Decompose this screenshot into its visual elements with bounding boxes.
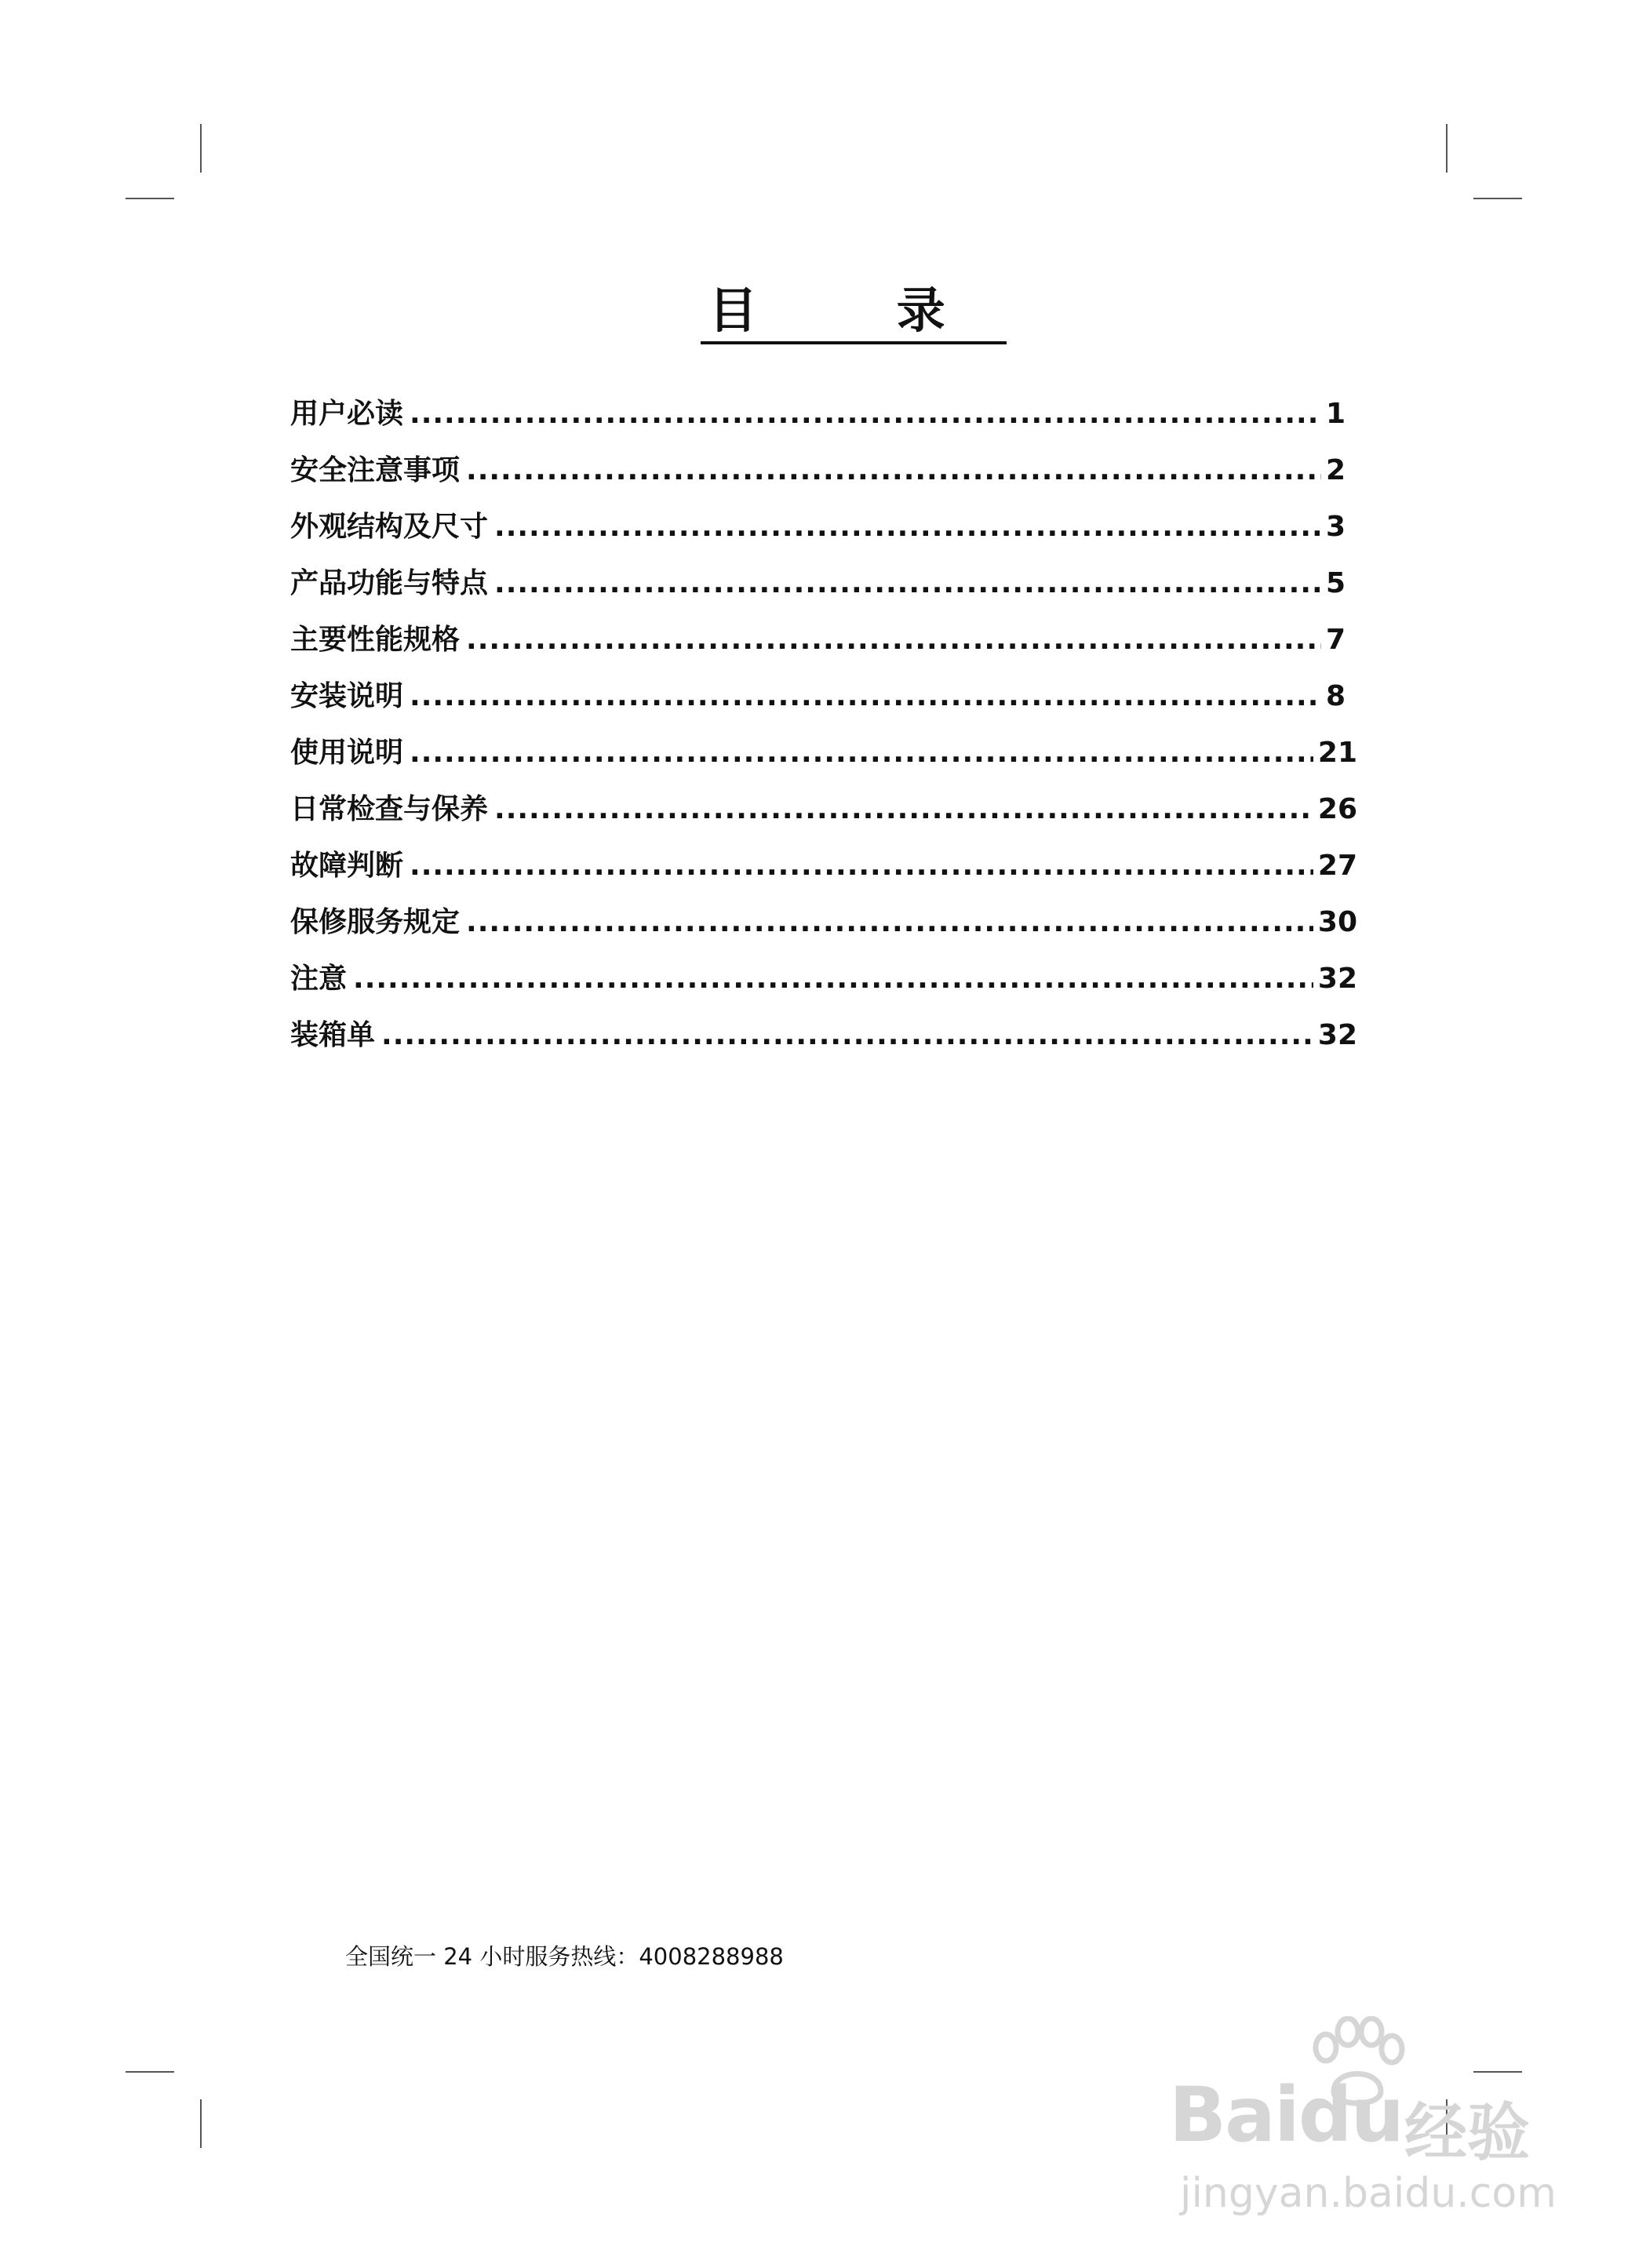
paw-icon [1302, 2016, 1412, 2110]
crop-mark-top-left-vertical [200, 124, 202, 173]
baidu-jingyan-watermark [1169, 2016, 1577, 2252]
toc-leader-dots [353, 951, 1313, 1007]
toc-entry-label: 日常检查与保养 [290, 793, 489, 825]
toc-entry [290, 1007, 1357, 1064]
toc-entry-page: 32 [1317, 1019, 1357, 1051]
toc-leader-dots [494, 499, 1321, 555]
toc-entry [290, 612, 1357, 668]
toc-entry-label: 装箱单 [290, 1019, 376, 1051]
toc-entry-label: 外观结构及尺寸 [290, 511, 489, 543]
toc-entry [290, 838, 1357, 894]
toc-leader-dots [381, 1007, 1313, 1064]
toc-entry-label: 主要性能规格 [290, 624, 461, 656]
toc-entry-page: 21 [1317, 737, 1357, 769]
toc-entry [290, 725, 1357, 781]
service-hotline: 全国统一 24 小时服务热线：4008288988 [345, 1943, 784, 1970]
toc-entry [290, 386, 1357, 442]
toc-entry-page: 30 [1317, 906, 1357, 938]
crop-mark-bottom-left-horizontal [126, 2071, 174, 2073]
toc-heading [0, 282, 1646, 344]
toc-entry-page: 26 [1317, 793, 1357, 825]
toc-entry [290, 555, 1357, 612]
toc-entry-page: 1 [1326, 398, 1346, 430]
crop-mark-bottom-left-vertical [200, 2099, 202, 2148]
table-of-contents [290, 386, 1357, 1064]
watermark-url: jingyan.baidu.com [1180, 2170, 1557, 2217]
toc-leader-dots [410, 668, 1321, 725]
toc-entry-page: 8 [1326, 680, 1346, 712]
toc-entry-label: 产品功能与特点 [290, 567, 489, 599]
toc-leader-dots [410, 838, 1313, 894]
toc-entry-page: 3 [1326, 511, 1346, 543]
toc-entry [290, 499, 1357, 555]
watermark-brand-cn: 经验 [1404, 2096, 1530, 2169]
toc-leader-dots [466, 612, 1321, 668]
toc-entry-page: 32 [1317, 963, 1357, 995]
toc-leader-dots [466, 894, 1313, 951]
crop-mark-bottom-right-vertical [1446, 2099, 1448, 2148]
crop-mark-bottom-right-horizontal [1473, 2071, 1522, 2073]
toc-entry-label: 用户必读 [290, 398, 404, 430]
toc-entry-page: 7 [1326, 624, 1346, 656]
crop-mark-top-right-vertical [1446, 124, 1448, 173]
toc-leader-dots [466, 442, 1321, 499]
crop-mark-top-left-horizontal [126, 198, 174, 199]
toc-entry-page: 2 [1326, 454, 1346, 486]
toc-entry-page: 27 [1317, 850, 1357, 882]
toc-entry-label: 注意 [290, 963, 348, 995]
toc-title: 目 录 [701, 282, 1007, 344]
watermark-brand: Baidu [1169, 2071, 1403, 2159]
toc-leader-dots [410, 386, 1321, 442]
toc-entry-label: 安装说明 [290, 680, 404, 712]
toc-entry-label: 保修服务规定 [290, 906, 461, 938]
toc-entry [290, 442, 1357, 499]
toc-entry-label: 使用说明 [290, 737, 404, 769]
toc-entry-label: 故障判断 [290, 850, 404, 882]
toc-leader-dots [410, 725, 1313, 781]
toc-entry-page: 5 [1326, 567, 1346, 599]
toc-entry [290, 951, 1357, 1007]
toc-leader-dots [494, 781, 1313, 838]
toc-entry [290, 894, 1357, 951]
toc-entry-label: 安全注意事项 [290, 454, 461, 486]
toc-entry [290, 781, 1357, 838]
crop-mark-top-right-horizontal [1473, 198, 1522, 199]
toc-leader-dots [494, 555, 1321, 612]
toc-entry [290, 668, 1357, 725]
